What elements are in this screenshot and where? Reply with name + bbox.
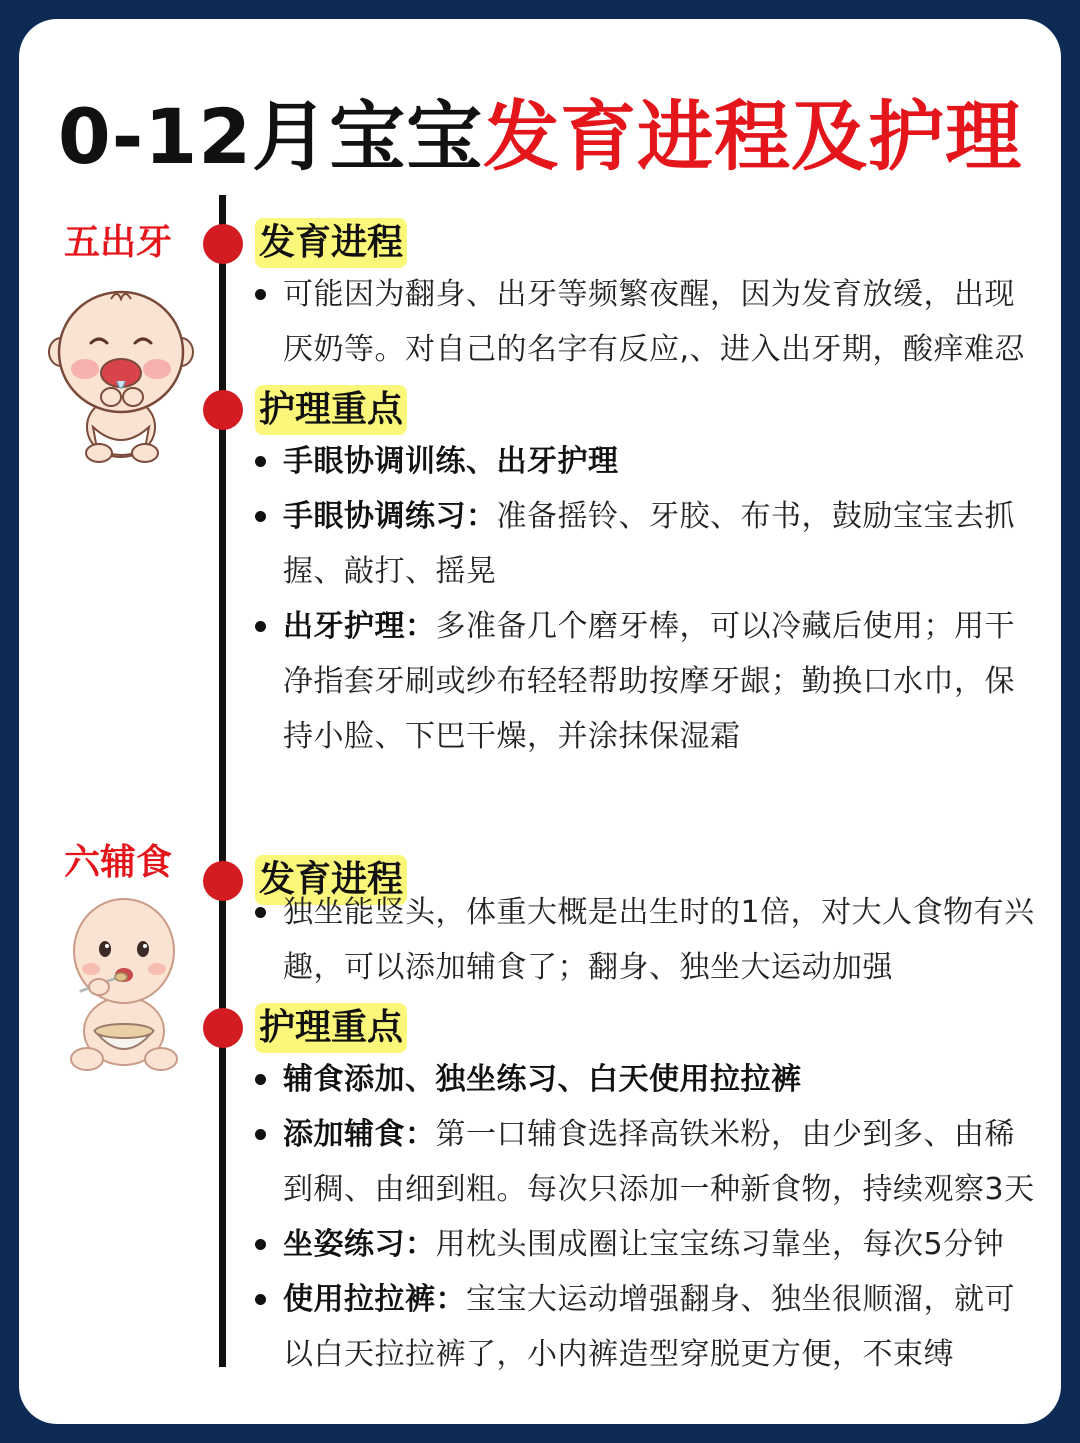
feeding-baby-illustration <box>59 891 189 1076</box>
item-label: 使用拉拉裤： <box>283 1282 466 1317</box>
list-item <box>255 1272 1045 1382</box>
teething-baby-illustration <box>41 277 201 467</box>
title-black: 0-12月宝宝 <box>57 92 484 181</box>
timeline-dot <box>203 224 243 264</box>
care-heading: 护理重点 <box>255 1003 407 1053</box>
item-label: 坐姿练习： <box>283 1227 436 1262</box>
timeline-dot <box>203 1008 243 1048</box>
item-text: 第一口辅食选择高铁米粉，由少到多、由稀到稠、由细到粗。每次只添加一种新食物，持续观察3天 <box>283 1117 1035 1207</box>
list-item: 可能因为翻身、出牙等频繁夜醒，因为发育放缓，出现厌奶等。对自己的名字有反应,、进入出牙期，酸痒难忍 <box>255 267 1045 377</box>
care-list <box>255 1052 1045 1382</box>
item-text: 宝宝大运动增强翻身、独坐很顺溜，就可以白天拉拉裤了，小内裤造型穿脱更方便，不束缚 <box>283 1282 1015 1372</box>
care-list <box>255 434 1045 764</box>
page-card <box>19 19 1061 1424</box>
item-label: 手眼协调练习： <box>283 499 497 534</box>
item-label: 出牙护理： <box>283 609 436 644</box>
page-title <box>19 87 1061 187</box>
month-label-6: 六辅食 <box>63 842 172 883</box>
development-heading: 发育进程 <box>255 218 407 268</box>
item-text: 用枕头围成圈让宝宝练习靠坐，每次5分钟 <box>435 1227 1005 1262</box>
list-item <box>255 1107 1045 1217</box>
list-item: 独坐能竖头，体重大概是出生时的1倍，对大人食物有兴趣，可以添加辅食了；翻身、独坐大运动加强 <box>255 885 1045 995</box>
list-item <box>255 1217 1045 1272</box>
title-red: 发育进程及护理 <box>483 92 1023 181</box>
list-item: 辅食添加、独坐练习、白天使用拉拉裤 <box>255 1052 1045 1107</box>
development-heading: 发育进程 <box>255 855 407 905</box>
list-item: 手眼协调训练、出牙护理 <box>255 434 1045 489</box>
care-heading: 护理重点 <box>255 385 407 435</box>
timeline-dot <box>203 861 243 901</box>
item-text: 多准备几个磨牙棒，可以冷藏后使用；用干净指套牙刷或纱布轻轻帮助按摩牙龈；勤换口水巾，保持小脸、下巴干燥，并涂抹保湿霜 <box>283 609 1015 754</box>
timeline-line <box>219 195 226 1367</box>
development-list <box>255 885 1045 995</box>
list-item <box>255 489 1045 599</box>
item-label: 添加辅食： <box>283 1117 436 1152</box>
item-text: 准备摇铃、牙胶、布书，鼓励宝宝去抓握、敲打、摇晃 <box>283 499 1015 589</box>
timeline-dot <box>203 390 243 430</box>
month-label-5: 五出牙 <box>63 222 172 263</box>
development-list <box>255 267 1045 377</box>
list-item <box>255 599 1045 764</box>
